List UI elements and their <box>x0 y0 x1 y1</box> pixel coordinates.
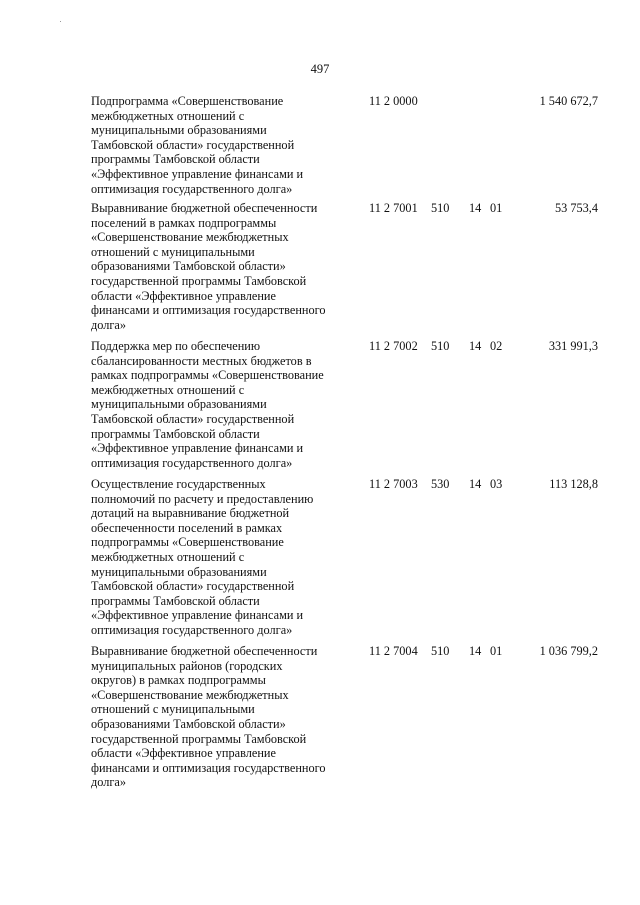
row-subsection: 03 <box>490 477 503 491</box>
row-target-code: 11 2 7003 <box>369 477 418 491</box>
row-section: 14 <box>469 201 482 215</box>
row-target-code: 11 2 0000 <box>369 94 418 108</box>
scan-speck <box>60 21 61 22</box>
row-amount: 1 540 672,7 <box>539 94 598 108</box>
row-expense-type: 510 <box>431 201 450 215</box>
row-subsection: 01 <box>490 644 503 658</box>
row-subsection: 01 <box>490 201 503 215</box>
row-amount: 53 753,4 <box>554 201 598 215</box>
row-description: Выравнивание бюджетной обеспеченности поселений в рамках подпрограммы «Совершенствование межбюджетных отношений с муниципальными образованиями Тамбовской области» государственной программы Тамбовской области «Эффективное управление финансами и оптимизация государственного долга» <box>91 201 326 332</box>
row-expense-type: 530 <box>431 477 450 491</box>
row-expense-type: 510 <box>431 339 450 353</box>
row-section: 14 <box>469 339 482 353</box>
row-target-code: 11 2 7001 <box>369 201 418 215</box>
row-description: Выравнивание бюджетной обеспеченности муниципальных районов (городских округов) в рамках подпрограммы «Совершенствование межбюджетных отношений с муниципальными образованиями Тамбовской области» государственной программы Тамбовской области «Эффективное управление финансами и оптимизация государственного долга» <box>91 644 326 790</box>
row-description: Осуществление государственных полномочий по расчету и предоставлению дотаций на выравнивание бюджетной обеспеченности поселений в рамках подпрограммы «Совершенствование межбюджетных отношений с муниципальными образованиями Тамбовской области» государственной программы Тамбовской области «Эффективное управление финансами и оптимизация государственного долга» <box>91 477 314 637</box>
row-description: Поддержка мер по обеспечению сбалансированности местных бюджетов в рамках подпрограммы «Совершенствование межбюджетных отношений с муниципальными образованиями Тамбовской области» государственной программы Тамбовской области «Эффективное управление финансами и оптимизация государственного долга» <box>91 339 324 470</box>
row-amount: 331 991,3 <box>548 339 598 353</box>
row-target-code: 11 2 7004 <box>369 644 418 658</box>
row-expense-type: 510 <box>431 644 450 658</box>
row-amount: 113 128,8 <box>549 477 598 491</box>
row-subsection: 02 <box>490 339 503 353</box>
row-target-code: 11 2 7002 <box>369 339 418 353</box>
page-number: 497 <box>310 62 330 76</box>
row-section: 14 <box>469 644 482 658</box>
row-amount: 1 036 799,2 <box>539 644 598 658</box>
row-description: Подпрограмма «Совершенствование межбюджетных отношений с муниципальными образованиями Тамбовской области» государственной программы Тамбовской области «Эффективное управление финансами и оптимизация государственного долга» <box>91 94 304 196</box>
row-section: 14 <box>469 477 482 491</box>
